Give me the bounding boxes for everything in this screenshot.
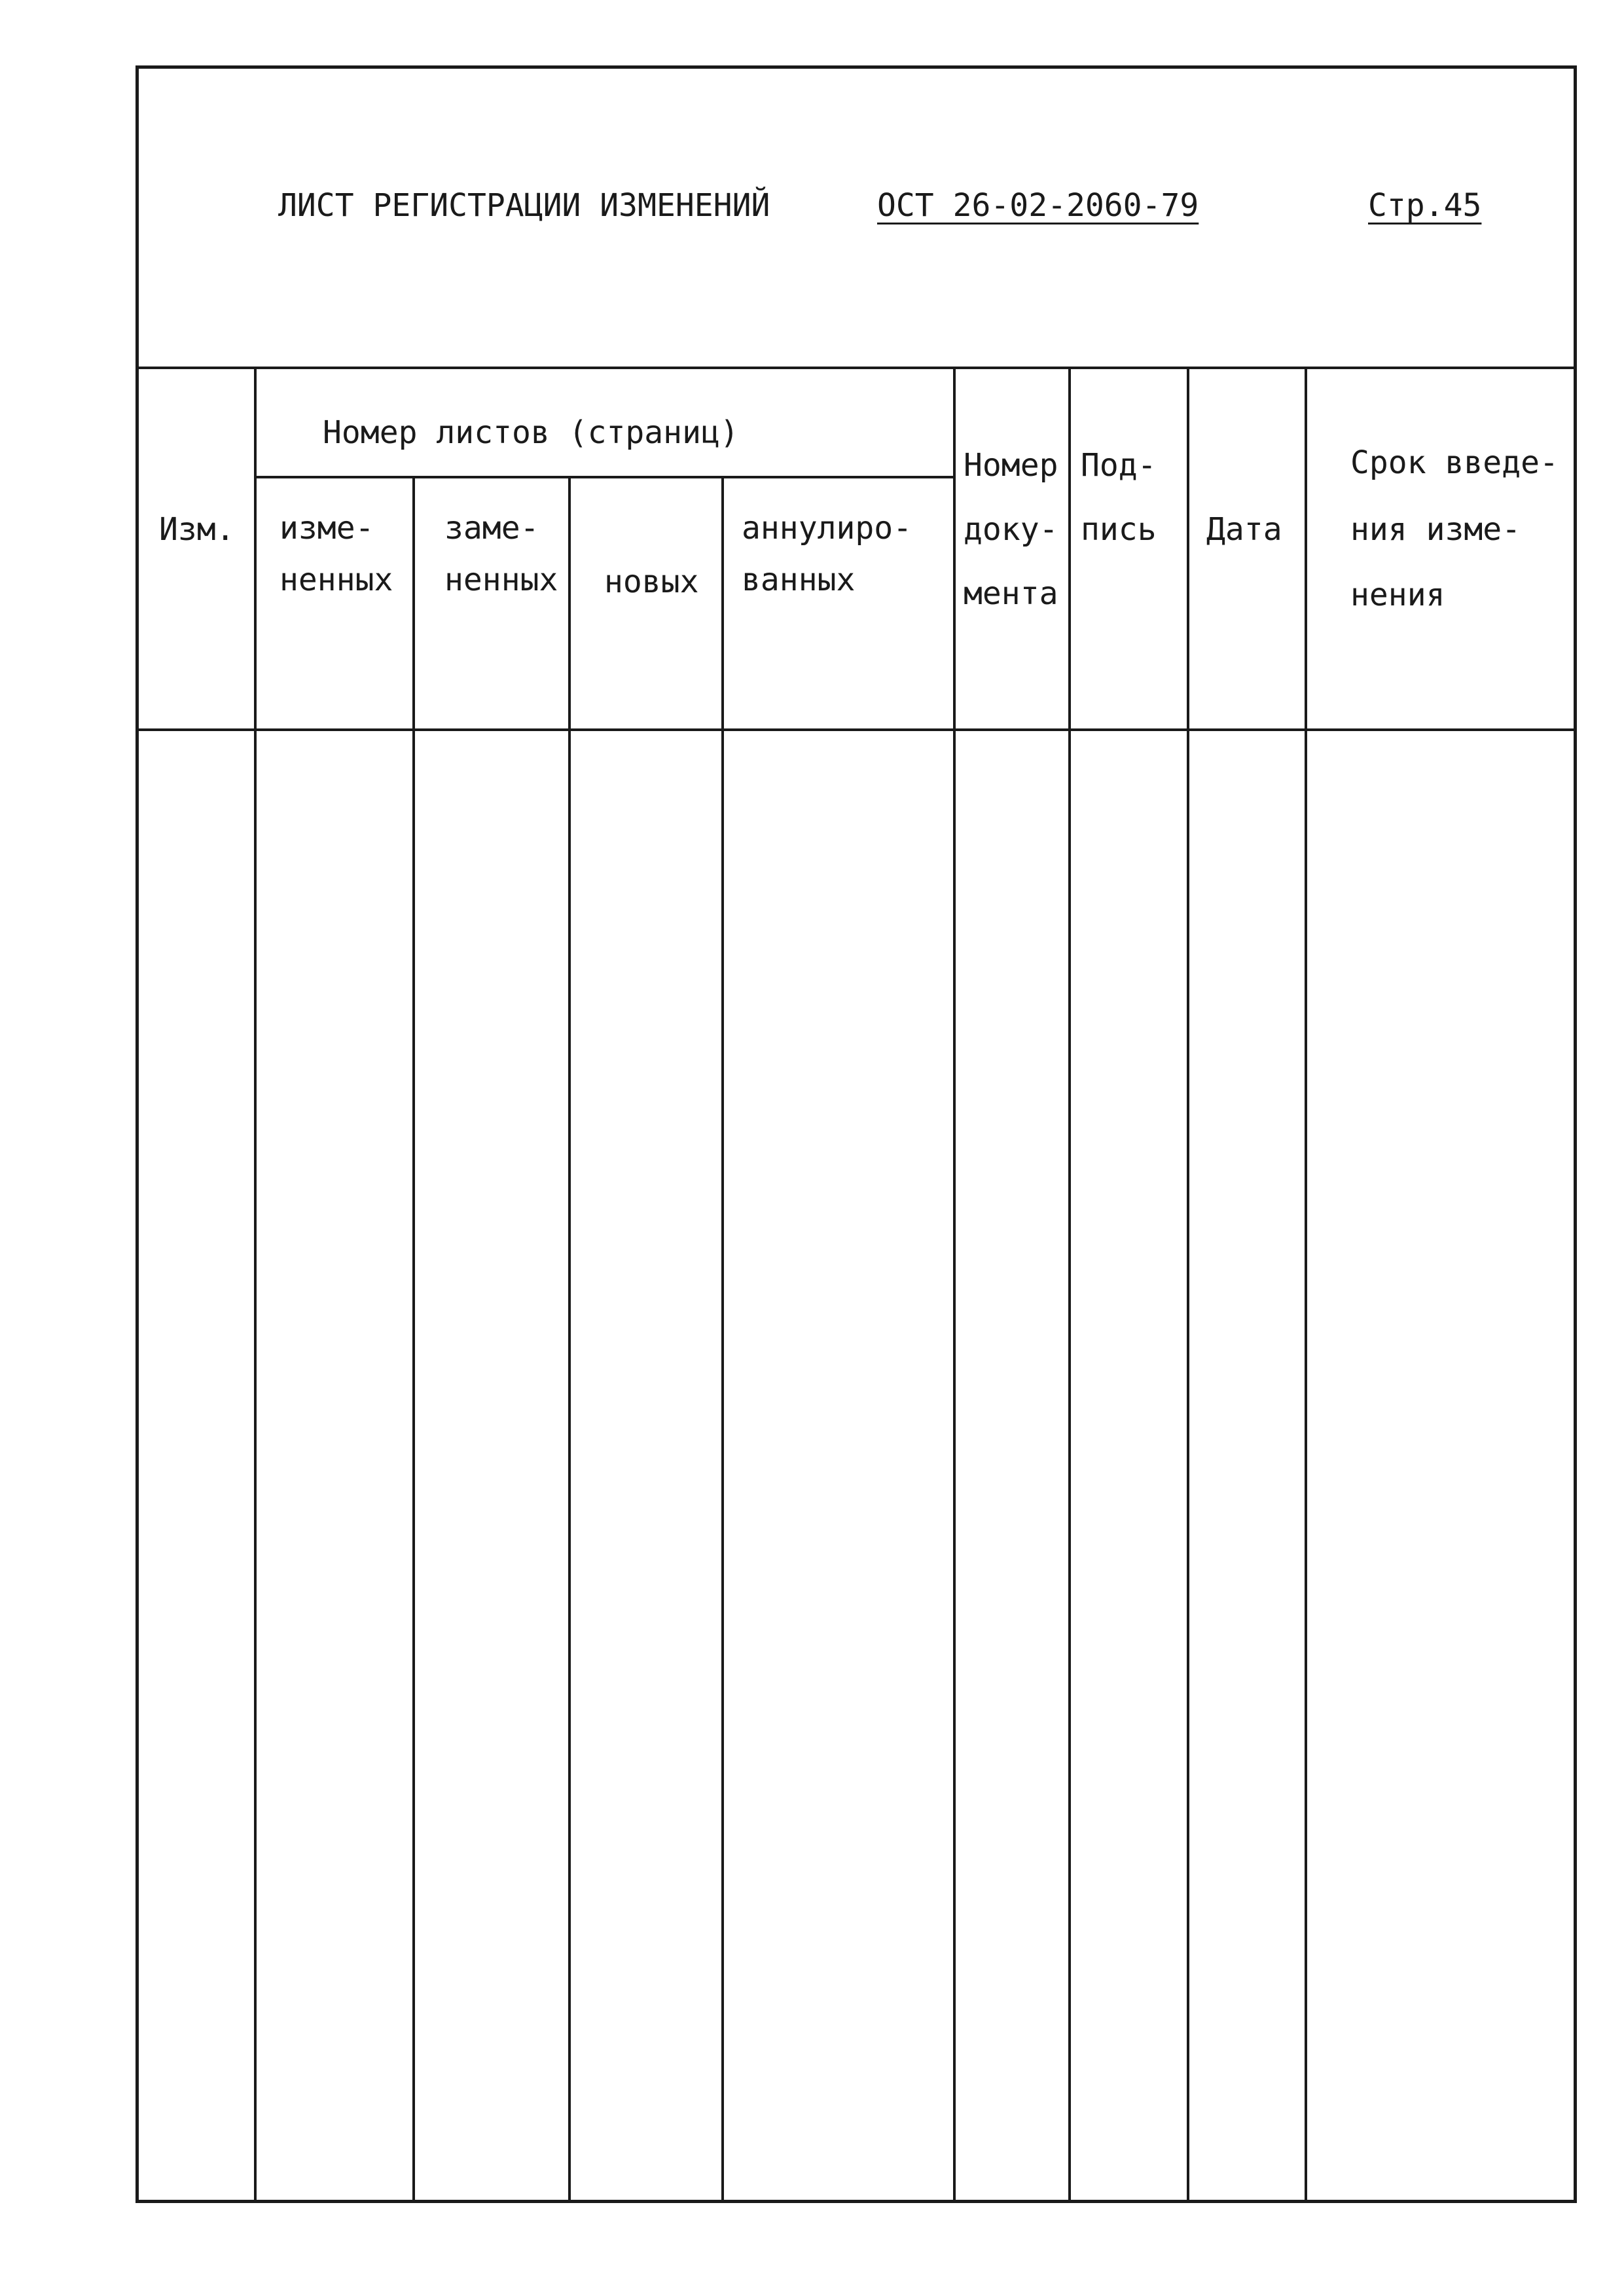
col-changed-header-line2: ненных bbox=[280, 562, 393, 598]
col-replaced-header-line1: заме- bbox=[444, 510, 539, 547]
column-divider bbox=[412, 476, 415, 2203]
group-header-divider bbox=[255, 476, 954, 478]
col-annulled-header-line1: аннулиро- bbox=[742, 510, 912, 547]
col-doc-number-header-line2: доку- bbox=[964, 511, 1058, 548]
header-divider bbox=[135, 367, 1577, 369]
col-signature-header-line2: пись bbox=[1081, 511, 1157, 548]
column-divider bbox=[1305, 367, 1307, 2203]
col-replaced-header-line2: ненных bbox=[444, 562, 558, 598]
col-term-header-line1: Срок введе- bbox=[1350, 444, 1559, 481]
registration-sheet-frame bbox=[135, 65, 1577, 2203]
col-term-header-line2: ния изме- bbox=[1350, 511, 1521, 548]
sheet-numbers-group-header: Номер листов (страниц) bbox=[323, 414, 739, 451]
col-signature-header-line1: Под- bbox=[1081, 447, 1157, 484]
page-number: Стр.45 bbox=[1368, 187, 1482, 224]
col-new-header: новых bbox=[604, 564, 699, 600]
standard-number: ОСТ 26-02-2060-79 bbox=[877, 187, 1199, 224]
column-divider bbox=[568, 476, 571, 2203]
col-annulled-header-line2: ванных bbox=[742, 562, 856, 598]
column-divider bbox=[721, 476, 724, 2203]
column-divider bbox=[1068, 367, 1071, 2203]
column-divider bbox=[254, 367, 257, 2203]
table-header-divider bbox=[135, 728, 1577, 731]
col-doc-number-header-line3: мента bbox=[964, 575, 1058, 612]
sheet-title: ЛИСТ РЕГИСТРАЦИИ ИЗМЕНЕНИЙ bbox=[278, 187, 770, 224]
col-doc-number-header-line1: Номер bbox=[964, 447, 1058, 484]
col-term-header-line3: нения bbox=[1350, 577, 1445, 613]
column-divider bbox=[953, 367, 956, 2203]
col-izm-header: Изм. bbox=[159, 511, 235, 548]
col-changed-header-line1: изме- bbox=[280, 510, 374, 547]
col-date-header: Дата bbox=[1206, 511, 1282, 548]
column-divider bbox=[1187, 367, 1189, 2203]
